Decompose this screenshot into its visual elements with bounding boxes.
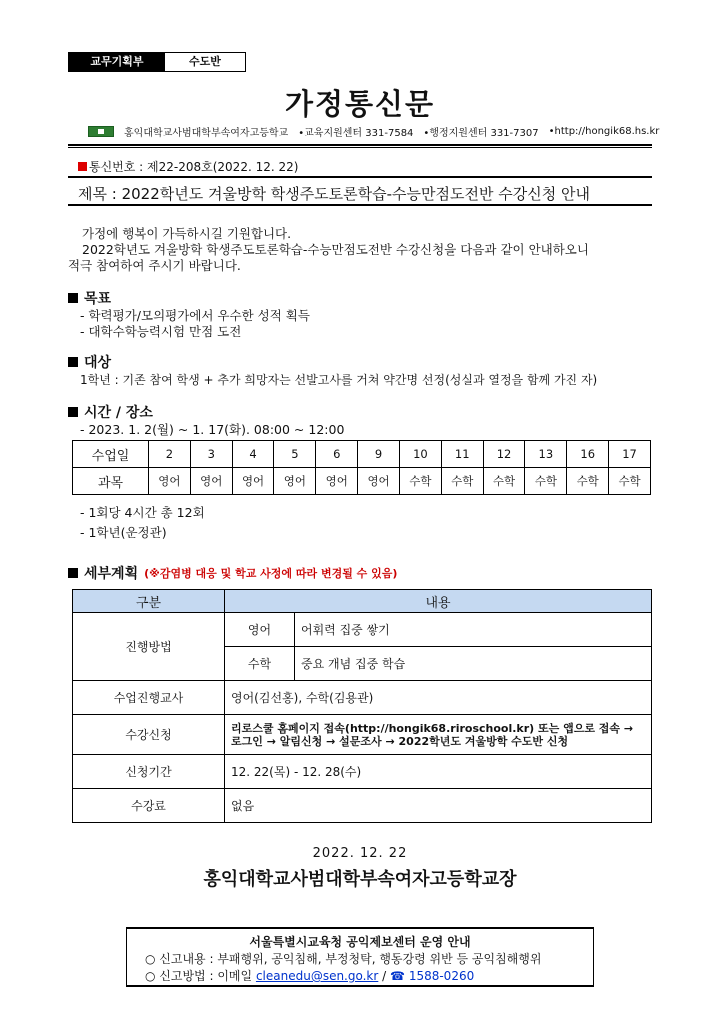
time-place-heading-text: 시간 / 장소 (84, 405, 153, 421)
page-title: 가정통신문 (284, 87, 436, 121)
detail-row (73, 755, 652, 789)
edu-center-phone: •교육지원센터 331-7584 (298, 128, 414, 139)
target-heading-text: 대상 (84, 355, 112, 371)
math-label: 수학 (225, 647, 295, 681)
report-content-line: ○ 신고내용 : 부패행위, 공익침해, 부정청탁, 행동강령 위반 등 공익침해행위 (145, 952, 542, 966)
day-cell: 6 (316, 441, 358, 468)
subject-cell: 수학 (483, 468, 525, 495)
black-square-icon (68, 407, 78, 417)
fee-content: 없음 (225, 789, 652, 823)
subject-cell: 영어 (274, 468, 316, 495)
day-header: 수업일 (73, 441, 149, 468)
header-divider (68, 144, 652, 146)
day-cell: 2 (149, 441, 191, 468)
phone-icon: ☎ (390, 969, 405, 983)
subject-box (68, 176, 652, 206)
subject-cell: 수학 (525, 468, 567, 495)
detail-row (73, 681, 652, 715)
goal-item: - 학력평가/모의평가에서 우수한 성적 획득 (80, 308, 310, 323)
subject-cell: 영어 (190, 468, 232, 495)
school-website[interactable]: •http://hongik68.hs.kr (548, 126, 660, 137)
report-email-link[interactable]: cleanedu@sen.go.kr (255, 969, 379, 983)
period-label: 신청기간 (73, 755, 225, 789)
school-contact (88, 124, 659, 139)
detail-plan-heading (68, 563, 397, 583)
location-info: - 1학년(운정관) (80, 525, 167, 540)
apply-line: 로그인 → 알림신청 → 설문조사 → 2022학년도 겨울방학 수도반 신청 (231, 734, 569, 748)
detail-row (73, 613, 652, 647)
fee-label: 수강료 (73, 789, 225, 823)
class-tag: 수도반 (165, 53, 245, 71)
day-cell: 11 (441, 441, 483, 468)
day-cell: 17 (609, 441, 651, 468)
greeting-line: 적극 참여하여 주시기 바랍니다. (68, 258, 241, 273)
day-cell: 12 (483, 441, 525, 468)
detail-plan-table (72, 589, 652, 823)
subject-cell: 영어 (149, 468, 191, 495)
schedule-day-row (73, 441, 651, 468)
schedule-subject-row (73, 468, 651, 495)
apply-line: 리로스쿨 홈페이지 접속(http://hongik68.riroschool.kr) 또는 앱으로 접속 → (231, 721, 634, 735)
col-content: 내용 (225, 590, 652, 613)
detail-header-row (73, 590, 652, 613)
detail-plan-heading-text: 세부계획 (84, 566, 139, 582)
day-cell: 4 (232, 441, 274, 468)
class-period: - 2023. 1. 2(월) ~ 1. 17(화). 08:00 ~ 12:00 (80, 422, 345, 437)
detail-row (73, 715, 652, 755)
english-content: 어휘력 집중 쌓기 (295, 613, 652, 647)
department-tag: 교무기획부 (69, 53, 165, 71)
school-logo-icon (88, 126, 114, 137)
period-content: 12. 22(목) - 12. 28(수) (225, 755, 652, 789)
report-phone: 1588-0260 (408, 969, 475, 983)
target-heading (68, 352, 111, 372)
greeting-line: 가정에 행복이 가득하시길 기원합니다. (82, 226, 292, 241)
english-label: 영어 (225, 613, 295, 647)
time-place-heading (68, 402, 153, 422)
report-method-prefix: ○ 신고방법 : 이메일 (145, 969, 253, 983)
notice-number-text: 통신번호 : 제22-208호(2022. 12. 22) (89, 160, 299, 174)
subject-cell: 영어 (316, 468, 358, 495)
detail-plan-note: (※감염병 대응 및 학교 사정에 따라 변경될 수 있음) (144, 567, 398, 580)
col-category: 구분 (73, 590, 225, 613)
teacher-content: 영어(김선홍), 수학(김용관) (225, 681, 652, 715)
math-content: 중요 개념 집중 학습 (295, 647, 652, 681)
black-square-icon (68, 568, 78, 578)
report-method-line (145, 967, 474, 984)
target-text: 1학년 : 기존 참여 학생 + 추가 희망자는 선발고사를 거쳐 약간명 선정(성실과 열정을 함께 가진 자) (80, 373, 598, 387)
goal-heading-text: 목표 (84, 291, 112, 307)
admin-center-phone: •행정지원센터 331-7307 (423, 128, 539, 139)
report-center-box (126, 927, 594, 987)
report-separator: / (382, 969, 387, 983)
subject-cell: 수학 (441, 468, 483, 495)
detail-row (73, 789, 652, 823)
apply-label: 수강신청 (73, 715, 225, 755)
schedule-table (72, 440, 651, 495)
teacher-label: 수업진행교사 (73, 681, 225, 715)
subject-cell: 영어 (232, 468, 274, 495)
subject-header: 과목 (73, 468, 149, 495)
subject-cell: 영어 (358, 468, 400, 495)
day-cell: 9 (358, 441, 400, 468)
day-cell: 10 (399, 441, 441, 468)
notice-number (78, 158, 298, 175)
subject-text: 제목 : 2022학년도 겨울방학 학생주도토론학습-수능만점도전반 수강신청 안내 (78, 185, 590, 203)
goal-heading (68, 288, 111, 308)
principal-signature: 홍익대학교사범대학부속여자고등학교장 (203, 869, 517, 890)
apply-content (225, 715, 652, 755)
black-square-icon (68, 357, 78, 367)
day-cell: 13 (525, 441, 567, 468)
black-square-icon (68, 293, 78, 303)
header-tags (68, 52, 246, 72)
header-divider-thin (68, 147, 652, 148)
goal-item: - 대학수학능력시험 만점 도전 (80, 324, 242, 339)
subject-cell: 수학 (567, 468, 609, 495)
day-cell: 16 (567, 441, 609, 468)
red-square-icon (78, 162, 87, 171)
school-name: 홍익대학교사범대학부속여자고등학교 (124, 128, 289, 139)
issue-date: 2022. 12. 22 (312, 846, 408, 861)
day-cell: 5 (274, 441, 316, 468)
day-cell: 3 (190, 441, 232, 468)
method-label: 진행방법 (73, 613, 225, 681)
greeting (68, 226, 658, 274)
session-info: - 1회당 4시간 총 12회 (80, 505, 205, 520)
greeting-line: 2022학년도 겨울방학 학생주도토론학습-수능만점도전반 수강신청을 다음과 같이 안내하오니 (82, 242, 589, 257)
subject-cell: 수학 (609, 468, 651, 495)
report-title: 서울특별시교육청 공익제보센터 운영 안내 (249, 935, 471, 949)
subject-cell: 수학 (399, 468, 441, 495)
